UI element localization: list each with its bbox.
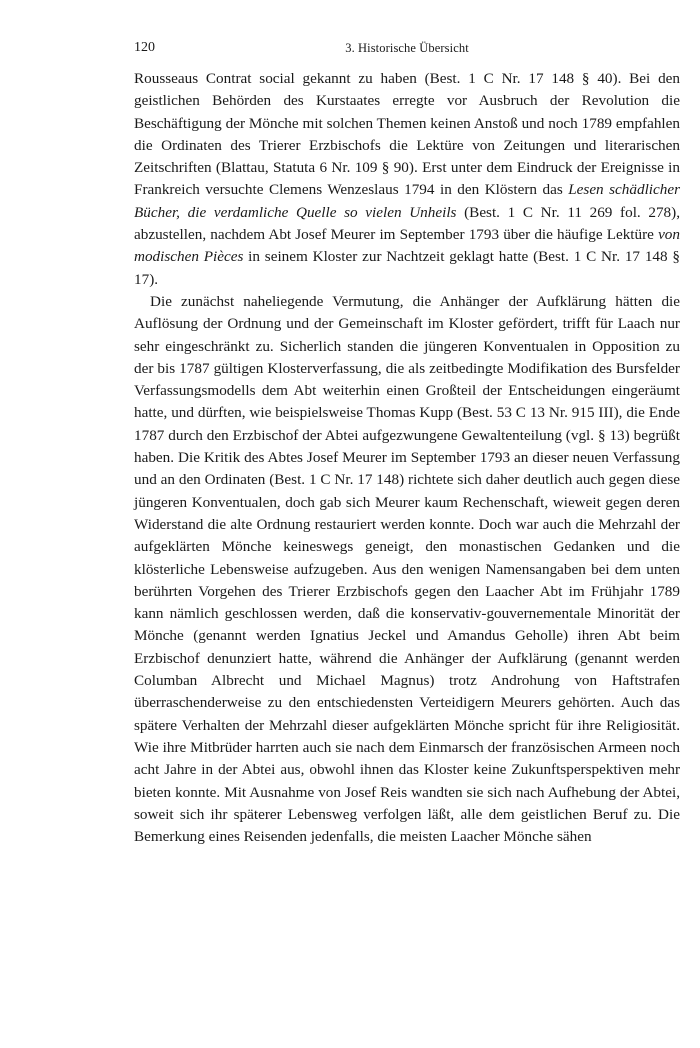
text-segment: in seinem Kloster zur Nachtzeit geklagt hatte (Best. 1 C Nr. 17 148 § 17). (134, 248, 680, 288)
paragraph-2 (134, 291, 680, 848)
italic-quote: von modischen Pièces (134, 226, 680, 266)
text-segment: Rousseaus Contrat social gekannt zu haben (Best. 1 C Nr. 17 148 § 40). Bei den geistlichen Behörden des Kurstaates erregte vor Ausbruch der Revolution die Beschäftigung der Mönche mit solchen Themen keinen Anstoß und noch 1789 empfahlen die Ordinaten des Trierer Erzbischofs die Lektüre von Zeitungen und literarischen Zeitschriften (Blattau, Statuta 6 Nr. 109 § 90). Erst unter dem Eindruck der Ereignisse in Frankreich versuchte Clemens Wenzeslaus 1794 in den Klöstern das (134, 70, 680, 199)
page-number: 120 (134, 40, 155, 55)
paragraph-1 (134, 68, 680, 291)
text-segment: Die zunächst naheliegende Vermutung, die Anhänger der Aufklärung hätten die Auflösung der Ordnung und der Gemeinschaft im Kloster gefördert, trifft für Laach nur sehr eingeschränkt zu. Sicherlich standen die jüngeren Konventualen in Opposition zu der bis 1787 gültigen Klosterverfassung, die als zeitbedingte Modifikation des Bursfelder Verfassungsmodells dem Abt weiterhin einen Großteil der Entscheidungen eingeräumt hatte, und dürften, wie beispielsweise Thomas Kupp (Best. 53 C 13 Nr. 915 III), die Ende 1787 durch den Erzbischof der Abtei aufgezwungene Gewaltenteilung (vgl. § 13) begrüßt haben. Die Kritik des Abtes Josef Meurer im September 1793 an dieser neuen Verfassung und an den Ordinaten (Best. 1 C Nr. 17 148) richtete sich daher deutlich auch gegen diese jüngeren Konventualen, doch gab sich Meurer kaum Rechenschaft, wieweit gegen deren Widerstand die alte Ordnung restauriert werden konnte. Doch war auch die Mehrzahl der aufgeklärten Mönche keineswegs geneigt, den monastischen Gedanken und die klösterliche Lebensweise aufzugeben. Aus den wenigen Namensangaben bei dem unten berührten Vorgehen des Trierer Erzbischofs gegen den Laacher Abt im Frühjahr 1789 kann nämlich geschlossen werden, daß die konservativ-gouvernementale Minorität der Mönche (genannt werden Ignatius Jeckel und Amandus Geholle) ihren Abt beim Erzbischof denunziert hatte, während die Anhänger der Aufklärung (genannt werden Columban Albrecht und Michael Magnus) trotz Androhung von Haftstrafen überraschenderweise zu den entschiedensten Verteidigern Meurers gehörten. Auch das spätere Verhalten der Mehrzahl dieser aufgeklärten Mönche spricht für ihre Religiosität. Wie ihre Mitbrüder harrten auch sie nach dem Einmarsch der französischen Armeen noch acht Jahre in der Abtei aus, obwohl ihnen das Kloster keine Zukunftsperspektiven mehr bieten konnte. Mit Ausnahme von Josef Reis wandten sie sich nach Aufhebung der Abtei, soweit sich ihr späterer Lebensweg verfolgen läßt, alle dem geistlichen Beruf zu. Die Bemerkung eines Reisenden jedenfalls, die meisten Laacher Mönche sähen (134, 292, 680, 846)
italic-quote: Lesen schädlicher Bücher, die verdamliche Quelle so vielen Unheils (134, 181, 680, 221)
page-header (134, 40, 680, 62)
book-page (134, 40, 680, 848)
text-segment: (Best. 1 C Nr. 11 269 fol. 278), abzustellen, nachdem Abt Josef Meurer im September 1793 über die häufige Lektüre (134, 203, 680, 244)
running-head: 3. Historische Übersicht (345, 41, 469, 55)
body-text (134, 68, 680, 848)
